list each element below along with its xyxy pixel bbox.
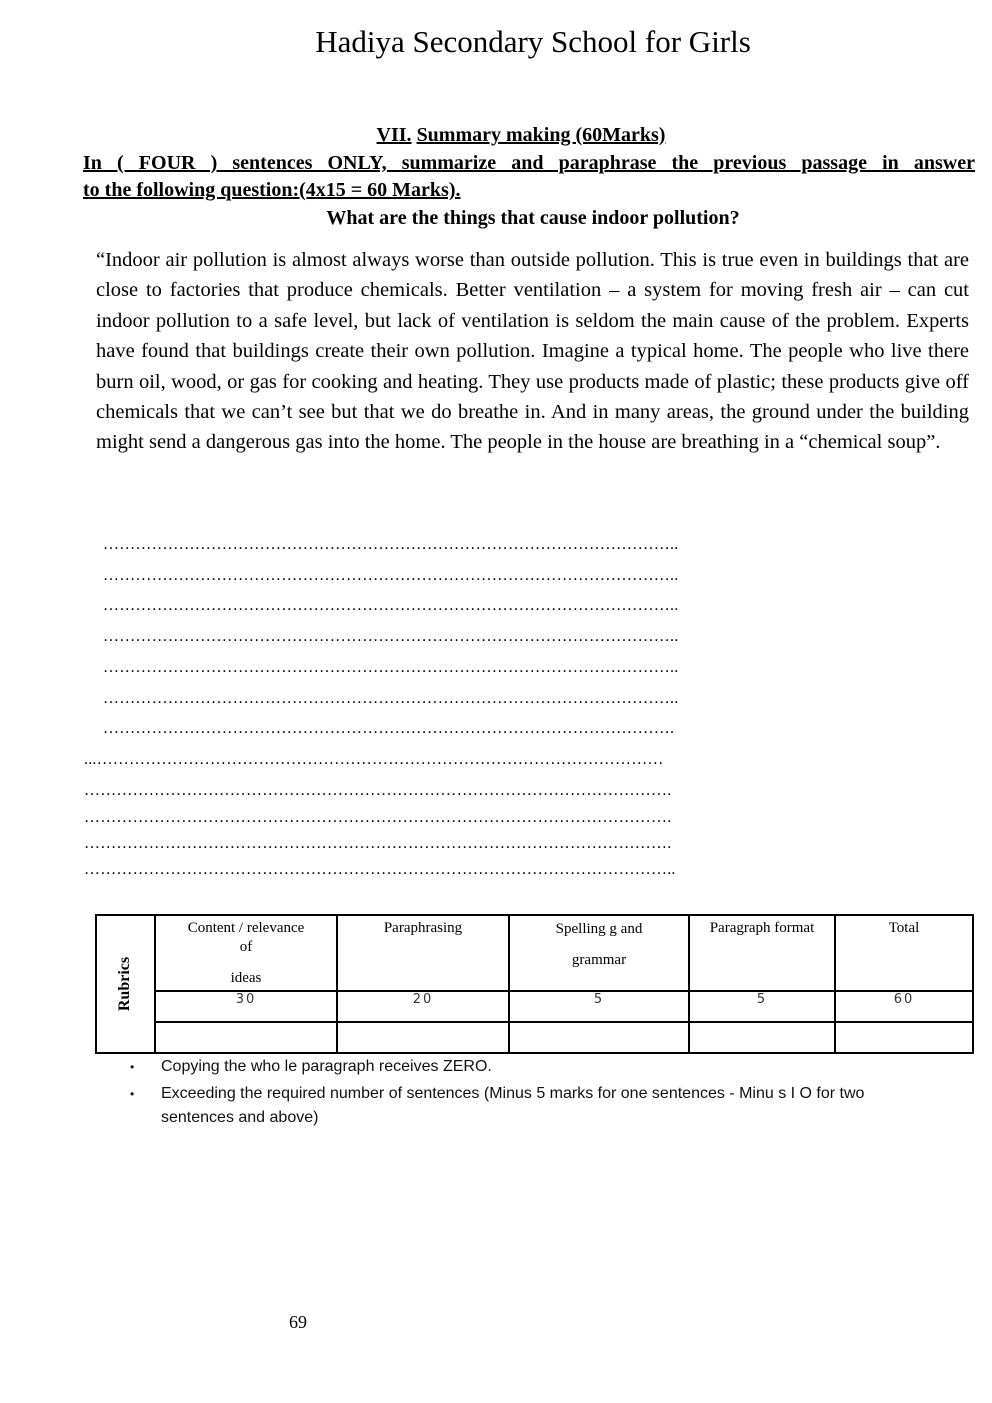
rubric-mark-spelling: 5 xyxy=(509,991,689,1022)
rubric-header-line: ideas xyxy=(230,970,262,986)
rubric-score-content[interactable] xyxy=(155,1022,337,1053)
answer-line[interactable]: …………………………………………………………………………………………….. xyxy=(103,598,679,614)
section-number: VII. xyxy=(376,124,412,146)
school-name: Hadiya Secondary School for Girls xyxy=(315,24,751,59)
instruction-line-2: to the following question:(4x15 = 60 Marks). xyxy=(83,179,461,201)
bullet-icon: • xyxy=(130,1087,135,1101)
rubric-mark-content: 30 xyxy=(155,991,337,1022)
rubric-header-line: of xyxy=(239,939,253,955)
answer-line[interactable]: ………………………………………………………………………………………………. xyxy=(84,783,672,799)
rubric-score-format[interactable] xyxy=(689,1022,835,1053)
answer-line[interactable]: ………………………………………………………………………………………………. xyxy=(84,810,672,826)
bullet-icon: • xyxy=(130,1060,135,1074)
rubric-header-content xyxy=(155,915,337,991)
summary-question: What are the things that cause indoor pollution? xyxy=(326,207,740,229)
answer-line[interactable]: …………………………………………………………………………………………….. xyxy=(103,660,679,676)
rubric-header-line: Content / relevance xyxy=(187,920,305,936)
section-title: Summary making (60Marks) xyxy=(416,124,666,146)
rubric-score-total[interactable] xyxy=(835,1022,973,1053)
answer-line[interactable]: …………………………………………………………………………………………….. xyxy=(103,568,679,584)
rubrics-label-cell xyxy=(96,915,155,1053)
rubrics-table xyxy=(95,914,974,1054)
note-text: Copying the who le paragraph receives ZERO. xyxy=(161,1058,492,1075)
answer-line[interactable]: ……………………………………………………………………………………………….. xyxy=(84,862,676,878)
note-item xyxy=(130,1055,921,1079)
reading-passage: “Indoor air pollution is almost always worse than outside pollution. This is true even in buildings that are close to factories that produce chemicals. Better ventilation – a system for moving fresh air – can cut indoor pollution to a safe level, but lack of ventilation is seldom the main cause of the problem. Experts have found that buildings create their own pollution. Imagine a typical home. The people who live there burn oil, wood, or gas for cooking and heating. They use products made of plastic; these products give off chemicals that we can’t see but that we do breathe in. And in many areas, the ground under the building might send a dangerous gas into the home. The people in the house are breathing in a “chemical soup”. xyxy=(96,249,969,454)
rubric-header-line: Paragraph format xyxy=(709,920,815,936)
answer-line[interactable]: …………………………………………………………………………………………….. xyxy=(103,629,679,645)
rubric-header-line: Total xyxy=(888,920,920,936)
notes-list xyxy=(130,1055,921,1133)
answer-line[interactable]: …………………………………………………………………………………………….. xyxy=(103,537,679,553)
section-heading xyxy=(0,124,992,147)
answer-line[interactable]: ………………………………………………………………………………………………. xyxy=(84,836,672,852)
note-text: Exceeding the required number of sentences (Minus 5 marks for one sentences - Minu s I O for two sentences and above) xyxy=(161,1085,865,1126)
answer-line[interactable]: ...…………………………………………………………………………………………… xyxy=(84,752,664,768)
rubric-score-paraphrasing[interactable] xyxy=(337,1022,509,1053)
page-number: 69 xyxy=(289,1312,307,1332)
note-item xyxy=(130,1082,921,1130)
answer-line[interactable]: ……………………………………………………………………………………………. xyxy=(103,721,675,737)
rubric-header-format xyxy=(689,915,835,991)
rubric-header-spelling xyxy=(509,915,689,991)
rubric-mark-format: 5 xyxy=(689,991,835,1022)
rubric-mark-total: 60 xyxy=(835,991,973,1022)
rubric-header-paraphrasing xyxy=(337,915,509,991)
rubric-header-line: Spelling g and xyxy=(555,921,643,937)
rubric-header-line: grammar xyxy=(571,952,627,968)
rubric-score-spelling[interactable] xyxy=(509,1022,689,1053)
rubric-mark-paraphrasing: 20 xyxy=(337,991,509,1022)
rubric-header-total xyxy=(835,915,973,991)
instruction-line-1: In ( FOUR ) sentences ONLY, summarize and paraphrase the previous passage in answer xyxy=(83,152,975,174)
rubric-header-line: Paraphrasing xyxy=(383,920,463,936)
answer-line[interactable]: …………………………………………………………………………………………….. xyxy=(103,691,679,707)
rubrics-label: Rubrics xyxy=(116,956,134,1012)
